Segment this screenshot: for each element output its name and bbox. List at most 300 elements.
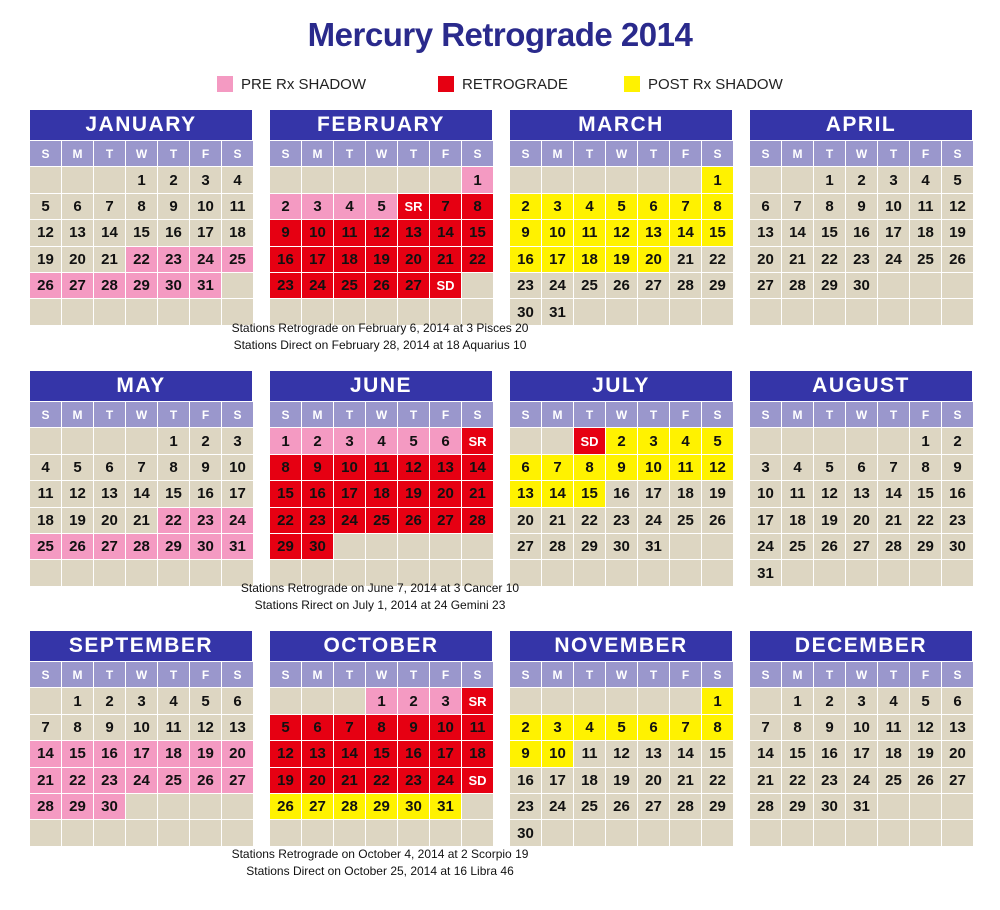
day-cell: 31 [222,534,253,559]
day-cell: 22 [270,508,301,533]
weekday-header: W [366,141,397,166]
day-cell: 4 [574,194,605,219]
empty-cell [782,299,813,324]
month-grid [510,140,732,325]
day-cell: 22 [574,508,605,533]
day-cell: 17 [334,481,365,506]
day-cell: 9 [94,715,125,740]
empty-cell [814,820,845,845]
empty-cell [846,560,877,585]
day-cell: 13 [430,455,461,480]
day-cell: 1 [702,688,733,713]
day-cell: 8 [702,194,733,219]
day-cell: 24 [750,534,781,559]
empty-cell [670,688,701,713]
empty-cell [638,167,669,192]
day-cell: 16 [510,768,541,793]
month-grid [30,140,252,325]
day-cell: 15 [574,481,605,506]
day-cell: 8 [366,715,397,740]
day-cell: 18 [366,481,397,506]
day-cell: 18 [782,508,813,533]
empty-cell [942,273,973,298]
note-feb-retrograde: Stations Retrograde on February 6, 2014 at 3 Pisces 20 [231,321,529,335]
empty-cell [846,820,877,845]
weekday-header: W [366,662,397,687]
day-cell: 10 [430,715,461,740]
day-cell: 27 [302,794,333,819]
day-cell: 30 [190,534,221,559]
empty-cell [334,167,365,192]
empty-cell [814,560,845,585]
month-grid [270,140,492,325]
day-cell: 12 [942,194,973,219]
day-cell: 12 [190,715,221,740]
day-cell: 17 [878,220,909,245]
weekday-header: F [910,141,941,166]
day-cell: 25 [222,247,253,272]
month-title: SEPTEMBER [30,631,252,661]
weekday-header: M [62,141,93,166]
empty-cell [702,820,733,845]
day-cell: 6 [222,688,253,713]
day-cell: 28 [878,534,909,559]
day-cell: 14 [462,455,493,480]
day-cell: 7 [430,194,461,219]
day-cell: 17 [222,481,253,506]
day-cell: 17 [638,481,669,506]
day-cell: 12 [606,220,637,245]
month-october [270,631,492,846]
day-cell: 8 [702,715,733,740]
day-cell: 1 [62,688,93,713]
empty-cell [158,820,189,845]
day-cell: 26 [942,247,973,272]
day-cell: 12 [366,220,397,245]
day-cell: 21 [750,768,781,793]
day-cell: 9 [190,455,221,480]
legend-post-shadow-label: POST Rx SHADOW [648,75,783,93]
station-day-cell: SR [398,194,429,219]
day-cell: 7 [126,455,157,480]
day-cell: 4 [878,688,909,713]
day-cell: 8 [814,194,845,219]
day-cell: 27 [62,273,93,298]
day-cell: 6 [942,688,973,713]
day-cell: 14 [542,481,573,506]
day-cell: 11 [462,715,493,740]
day-cell: 19 [702,481,733,506]
day-cell: 27 [638,273,669,298]
day-cell: 9 [510,741,541,766]
day-cell: 29 [574,534,605,559]
empty-cell [398,167,429,192]
day-cell: 5 [606,715,637,740]
day-cell: 1 [126,167,157,192]
post-shadow-swatch [624,76,640,92]
weekday-header: T [398,402,429,427]
day-cell: 20 [430,481,461,506]
day-cell: 25 [782,534,813,559]
empty-cell [126,794,157,819]
station-day-cell: SD [462,768,493,793]
weekday-header: S [942,141,973,166]
day-cell: 1 [702,167,733,192]
day-cell: 9 [846,194,877,219]
weekday-header: T [574,402,605,427]
day-cell: 3 [190,167,221,192]
day-cell: 19 [942,220,973,245]
station-day-cell: SD [574,428,605,453]
day-cell: 6 [302,715,333,740]
empty-cell [222,820,253,845]
empty-cell [302,820,333,845]
day-cell: 10 [222,455,253,480]
day-cell: 23 [606,508,637,533]
day-cell: 24 [190,247,221,272]
empty-cell [158,794,189,819]
weekday-header: M [302,402,333,427]
day-cell: 28 [670,794,701,819]
day-cell: 19 [366,247,397,272]
weekday-header: S [462,402,493,427]
day-cell: 3 [638,428,669,453]
weekday-header: T [334,402,365,427]
empty-cell [910,299,941,324]
day-cell: 23 [158,247,189,272]
day-cell: 26 [62,534,93,559]
day-cell: 15 [782,741,813,766]
day-cell: 28 [750,794,781,819]
day-cell: 2 [158,167,189,192]
month-december [750,631,972,846]
weekday-header: S [462,662,493,687]
day-cell: 4 [782,455,813,480]
station-day-cell: SD [430,273,461,298]
empty-cell [222,794,253,819]
day-cell: 18 [878,741,909,766]
legend-pre-shadow-label: PRE Rx SHADOW [241,75,367,93]
weekday-header: F [910,662,941,687]
day-cell: 20 [62,247,93,272]
day-cell: 15 [462,220,493,245]
empty-cell [638,688,669,713]
empty-cell [878,794,909,819]
empty-cell [910,560,941,585]
month-title: OCTOBER [270,631,492,661]
day-cell: 17 [190,220,221,245]
day-cell: 4 [158,688,189,713]
day-cell: 15 [910,481,941,506]
month-march [510,110,732,325]
empty-cell [30,167,61,192]
day-cell: 9 [942,455,973,480]
empty-cell [126,820,157,845]
empty-cell [606,167,637,192]
day-cell: 27 [638,794,669,819]
empty-cell [878,273,909,298]
weekday-header: T [158,662,189,687]
day-cell: 1 [814,167,845,192]
empty-cell [510,428,541,453]
weekday-header: S [510,141,541,166]
day-cell: 14 [430,220,461,245]
weekday-header: M [542,141,573,166]
empty-cell [510,688,541,713]
day-cell: 14 [750,741,781,766]
weekday-header: S [270,402,301,427]
day-cell: 30 [846,273,877,298]
empty-cell [30,688,61,713]
day-cell: 4 [366,428,397,453]
day-cell: 22 [702,768,733,793]
day-cell: 5 [62,455,93,480]
day-cell: 3 [878,167,909,192]
retrograde-swatch [438,76,454,92]
day-cell: 22 [814,247,845,272]
day-cell: 12 [62,481,93,506]
day-cell: 16 [606,481,637,506]
day-cell: 5 [190,688,221,713]
day-cell: 2 [814,688,845,713]
month-april [750,110,972,325]
day-cell: 25 [158,768,189,793]
day-cell: 7 [782,194,813,219]
weekday-header: M [62,402,93,427]
month-grid [510,401,732,586]
day-cell: 2 [398,688,429,713]
empty-cell [942,560,973,585]
empty-cell [846,299,877,324]
day-cell: 17 [302,247,333,272]
weekday-header: M [302,662,333,687]
weekday-header: T [638,402,669,427]
weekday-header: T [94,662,125,687]
day-cell: 7 [670,194,701,219]
empty-cell [910,820,941,845]
day-cell: 10 [878,194,909,219]
day-cell: 5 [366,194,397,219]
day-cell: 14 [670,220,701,245]
day-cell: 25 [574,273,605,298]
empty-cell [366,820,397,845]
month-january [30,110,252,325]
day-cell: 21 [30,768,61,793]
day-cell: 1 [158,428,189,453]
empty-cell [542,167,573,192]
day-cell: 15 [702,741,733,766]
day-cell: 21 [878,508,909,533]
day-cell: 5 [910,688,941,713]
day-cell: 25 [878,768,909,793]
day-cell: 26 [606,273,637,298]
day-cell: 22 [62,768,93,793]
empty-cell [462,534,493,559]
month-july [510,371,732,586]
empty-cell [814,299,845,324]
day-cell: 28 [462,508,493,533]
empty-cell [814,428,845,453]
day-cell: 14 [30,741,61,766]
day-cell: 5 [270,715,301,740]
day-cell: 2 [270,194,301,219]
day-cell: 1 [782,688,813,713]
day-cell: 20 [398,247,429,272]
empty-cell [462,820,493,845]
empty-cell [462,273,493,298]
day-cell: 11 [222,194,253,219]
day-cell: 16 [814,741,845,766]
empty-cell [430,820,461,845]
empty-cell [638,820,669,845]
empty-cell [702,534,733,559]
legend-post-shadow [624,74,783,94]
day-cell: 19 [190,741,221,766]
day-cell: 31 [750,560,781,585]
empty-cell [30,820,61,845]
weekday-header: W [846,662,877,687]
day-cell: 29 [814,273,845,298]
empty-cell [878,560,909,585]
day-cell: 8 [910,455,941,480]
weekday-header: S [222,662,253,687]
day-cell: 25 [574,794,605,819]
day-cell: 15 [814,220,845,245]
day-cell: 23 [510,794,541,819]
note-june [0,580,760,614]
month-february [270,110,492,325]
empty-cell [126,428,157,453]
weekday-header: T [94,141,125,166]
weekday-header: T [574,141,605,166]
day-cell: 30 [942,534,973,559]
day-cell: 10 [126,715,157,740]
day-cell: 22 [158,508,189,533]
station-day-cell: SR [462,688,493,713]
day-cell: 15 [158,481,189,506]
month-grid [270,401,492,586]
empty-cell [302,688,333,713]
day-cell: 29 [702,794,733,819]
day-cell: 25 [910,247,941,272]
empty-cell [398,820,429,845]
empty-cell [62,820,93,845]
note-feb [0,320,760,354]
day-cell: 26 [398,508,429,533]
day-cell: 21 [542,508,573,533]
day-cell: 28 [30,794,61,819]
day-cell: 23 [398,768,429,793]
weekday-header: T [158,402,189,427]
weekday-header: S [462,141,493,166]
pre-shadow-swatch [217,76,233,92]
day-cell: 13 [62,220,93,245]
day-cell: 3 [302,194,333,219]
day-cell: 16 [158,220,189,245]
weekday-header: W [606,662,637,687]
empty-cell [430,534,461,559]
weekday-header: M [782,402,813,427]
weekday-header: T [638,141,669,166]
empty-cell [910,794,941,819]
day-cell: 29 [702,273,733,298]
day-cell: 22 [910,508,941,533]
empty-cell [542,820,573,845]
day-cell: 27 [430,508,461,533]
empty-cell [750,688,781,713]
day-cell: 2 [846,167,877,192]
day-cell: 3 [542,715,573,740]
month-title: MARCH [510,110,732,140]
day-cell: 3 [542,194,573,219]
month-title: JULY [510,371,732,401]
day-cell: 31 [430,794,461,819]
day-cell: 9 [302,455,333,480]
day-cell: 16 [510,247,541,272]
day-cell: 11 [158,715,189,740]
weekday-header: S [510,402,541,427]
weekday-header: S [30,402,61,427]
day-cell: 7 [878,455,909,480]
day-cell: 9 [398,715,429,740]
day-cell: 20 [302,768,333,793]
day-cell: 21 [94,247,125,272]
empty-cell [62,428,93,453]
day-cell: 24 [126,768,157,793]
day-cell: 8 [62,715,93,740]
day-cell: 10 [334,455,365,480]
day-cell: 30 [302,534,333,559]
weekday-header: T [398,662,429,687]
legend-retrograde [438,74,568,94]
day-cell: 13 [942,715,973,740]
day-cell: 26 [30,273,61,298]
day-cell: 11 [782,481,813,506]
empty-cell [430,167,461,192]
day-cell: 12 [398,455,429,480]
note-oct-retrograde: Stations Retrograde on October 4, 2014 at 2 Scorpio 19 [231,847,529,861]
empty-cell [94,167,125,192]
day-cell: 12 [814,481,845,506]
day-cell: 9 [158,194,189,219]
day-cell: 19 [606,768,637,793]
day-cell: 25 [30,534,61,559]
day-cell: 8 [782,715,813,740]
weekday-header: M [542,402,573,427]
empty-cell [782,428,813,453]
day-cell: 23 [942,508,973,533]
empty-cell [846,428,877,453]
day-cell: 23 [302,508,333,533]
day-cell: 3 [222,428,253,453]
day-cell: 4 [30,455,61,480]
empty-cell [542,428,573,453]
day-cell: 26 [814,534,845,559]
empty-cell [942,820,973,845]
empty-cell [782,820,813,845]
empty-cell [782,167,813,192]
day-cell: 21 [670,247,701,272]
day-cell: 10 [542,220,573,245]
weekday-header: S [702,402,733,427]
day-cell: 6 [510,455,541,480]
day-cell: 15 [62,741,93,766]
day-cell: 11 [878,715,909,740]
day-cell: 5 [814,455,845,480]
weekday-header: F [670,662,701,687]
day-cell: 11 [670,455,701,480]
empty-cell [510,167,541,192]
